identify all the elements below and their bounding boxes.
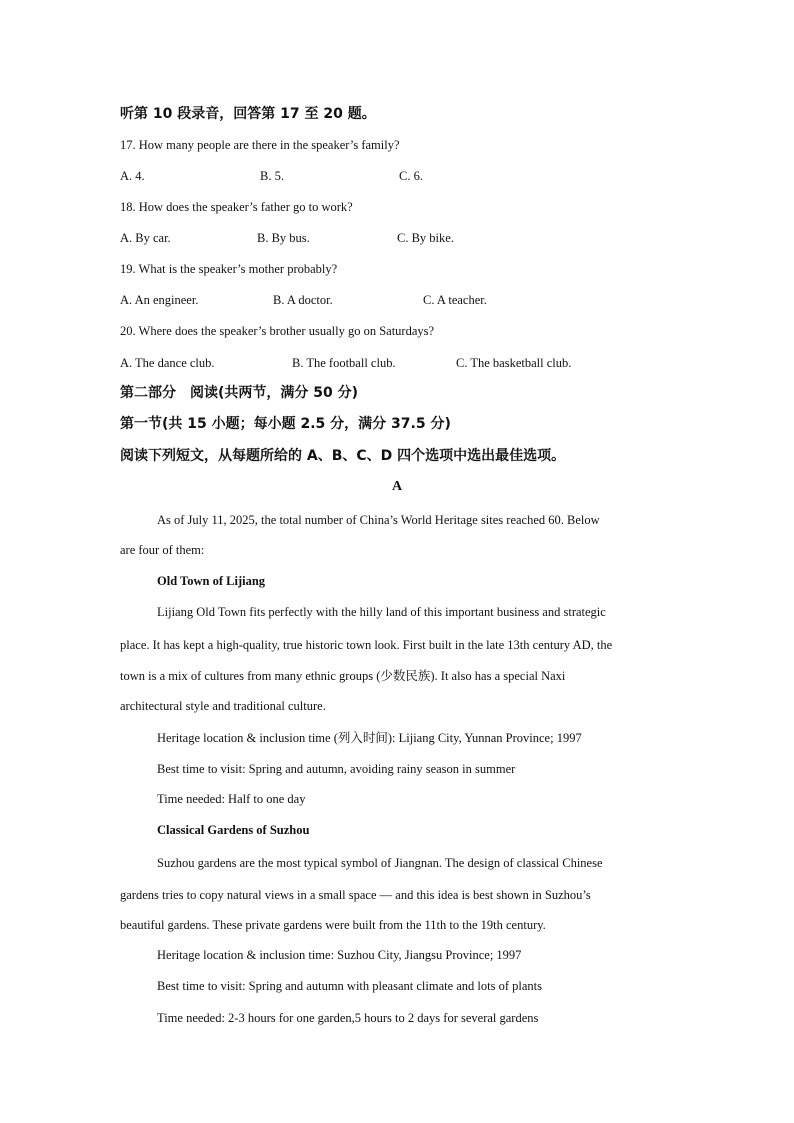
question-17: 17. How many people are there in the speaker’s family?	[120, 138, 400, 152]
suzhou-time-needed: Time needed: 2-3 hours for one garden,5 hours to 2 days for several gardens	[157, 1011, 539, 1025]
suzhou-location: Heritage location & inclusion time: Suzhou City, Jiangsu Province; 1997	[157, 948, 522, 962]
lijiang-desc-line-1: Lijiang Old Town fits perfectly with the hilly land of this important business and strategic	[157, 605, 606, 619]
suzhou-best-time: Best time to visit: Spring and autumn with pleasant climate and lots of plants	[157, 979, 543, 993]
q18-option-c: C. By bike.	[397, 231, 454, 245]
q17-option-c: C. 6.	[399, 169, 423, 183]
q19-option-c: C. A teacher.	[423, 293, 487, 307]
lijiang-time-needed: Time needed: Half to one day	[157, 792, 306, 806]
site-title-suzhou: Classical Gardens of Suzhou	[157, 823, 310, 837]
lijiang-desc-line-3: town is a mix of cultures from many ethnic groups (少数民族). It also has a special Naxi	[120, 669, 566, 683]
q17-option-b: B. 5.	[260, 169, 284, 183]
suzhou-desc-line-1: Suzhou gardens are the most typical symbol of Jiangnan. The design of classical Chinese	[157, 856, 603, 870]
lijiang-best-time: Best time to visit: Spring and autumn, avoiding rainy season in summer	[157, 762, 516, 776]
q19-option-a: A. An engineer.	[120, 293, 199, 307]
q18-option-a: A. By car.	[120, 231, 171, 245]
q20-option-a: A. The dance club.	[120, 356, 215, 370]
lijiang-location: Heritage location & inclusion time (列入时间): Lijiang City, Yunnan Province; 1997	[157, 731, 582, 745]
reading-section-title: 第一节(共 15 小题；每小题 2.5 分，满分 37.5 分)	[120, 416, 451, 432]
q19-option-b: B. A doctor.	[273, 293, 333, 307]
q18-option-b: B. By bus.	[257, 231, 310, 245]
reading-part-title: 第二部分 阅读(共两节，满分 50 分)	[120, 385, 359, 401]
reading-instruction: 阅读下列短文，从每题所给的 A、B、C、D 四个选项中选出最佳选项。	[120, 448, 566, 464]
question-19: 19. What is the speaker’s mother probably?	[120, 262, 338, 276]
passage-label: A	[391, 479, 403, 494]
site-title-lijiang: Old Town of Lijiang	[157, 574, 266, 588]
suzhou-desc-line-2: gardens tries to copy natural views in a small space — and this idea is best shown in Suzhou’s	[120, 888, 591, 902]
question-18: 18. How does the speaker’s father go to work?	[120, 200, 353, 214]
q20-option-c: C. The basketball club.	[456, 356, 572, 370]
suzhou-desc-line-3: beautiful gardens. These private gardens were built from the 11th to the 19th century.	[120, 918, 546, 932]
q20-option-b: B. The football club.	[292, 356, 396, 370]
q17-option-a: A. 4.	[120, 169, 145, 183]
intro-line-1: As of July 11, 2025, the total number of China’s World Heritage sites reached 60. Below	[157, 513, 600, 527]
lijiang-desc-line-4: architectural style and traditional culture.	[120, 699, 326, 713]
lijiang-desc-line-2: place. It has kept a high-quality, true historic town look. First built in the late 13th century AD, the	[120, 638, 613, 652]
listening-header: 听第 10 段录音，回答第 17 至 20 题。	[120, 106, 376, 122]
intro-line-2: are four of them:	[120, 543, 205, 557]
question-20: 20. Where does the speaker’s brother usually go on Saturdays?	[120, 324, 435, 338]
